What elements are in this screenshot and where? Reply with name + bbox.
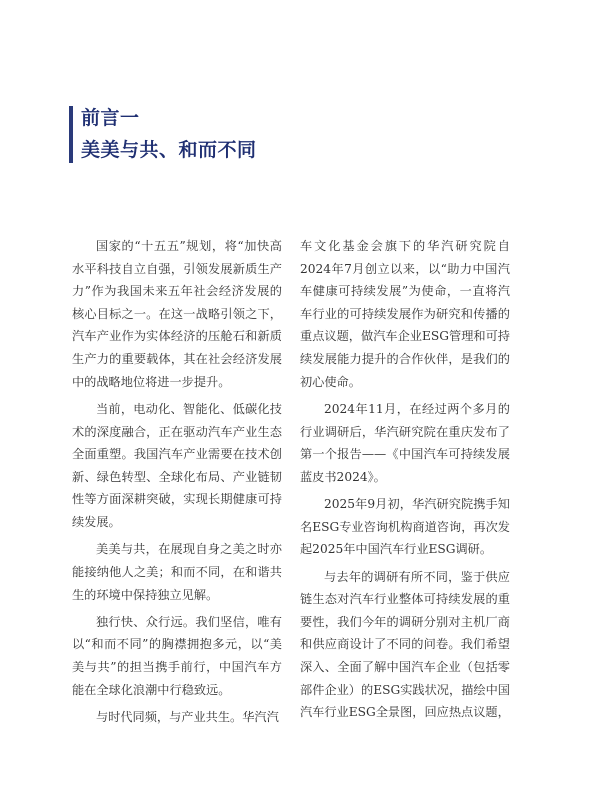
paragraph: 2025年9月初，华汽研究院携手知名ESG专业咨询机构商道咨询，再次发起2025年中国汽车行业ESG调研。 <box>300 497 510 557</box>
paragraph: 与去年的调研有所不同，鉴于供应链生态对汽车行业整体可持续发展的重要性，我们今年的调研分别对主机厂商和供应商设计了不同的问卷。我们希望深入、全面了解中国汽车企业（包括零部件企业）的ESG实践状况，描绘中国汽车行业ESG全景图，回应热点议题， <box>300 569 510 720</box>
paragraph: 国家的“十五五”规划，将“加快高水平科技自立自强，引领发展新质生产力”作为我国未来五年社会经济发展的核心目标之一。在这一战略引领之下，汽车产业作为实体经济的压舱石和新质生产力的重要载体，其在社会经济发展中的战略地位将进一步提升。 <box>72 239 282 389</box>
paragraph: 与时代同频，与产业共生。华汽汽 <box>96 710 279 725</box>
heading-title: 前言一 <box>81 107 140 129</box>
paragraph: 当前，电动化、智能化、低碳化技术的深度融合，正在驱动汽车产业生态全面重塑。我国汽车产业需要在技术创新、绿色转型、全球化布局、产业链韧性等方面深耕突破，实现长期健康可持续发展。 <box>72 401 282 529</box>
left-text-column <box>72 235 282 733</box>
paragraph: 独行快、众行远。我们坚信，唯有以“和而不同”的胸襟拥抱多元，以“美美与共”的担当携手前行，中国汽车方能在全球化浪潮中行稳致远。 <box>72 614 282 697</box>
paragraph: 美美与共，在展现自身之美之时亦能接纳他人之美；和而不同，在和谐共生的环境中保持独立见解。 <box>72 542 282 602</box>
heading-subtitle: 美美与共、和而不同 <box>81 139 257 161</box>
right-text-column <box>300 235 510 729</box>
heading-accent-bar <box>69 106 73 163</box>
paragraph: 2024年11月，在经过两个多月的行业调研后，华汽研究院在重庆发布了第一个报告——《中国汽车可持续发展蓝皮书2024》。 <box>300 401 510 484</box>
section-heading <box>69 106 369 163</box>
paragraph: 车文化基金会旗下的华汽研究院自2024年7月创立以来，以“助力中国汽车健康可持续发展”为使命，一直将汽车行业的可持续发展作为研究和传播的重点议题，做汽车企业ESG管理和可持续发展能力提升的合作伙伴，是我们的初心使命。 <box>300 239 510 389</box>
